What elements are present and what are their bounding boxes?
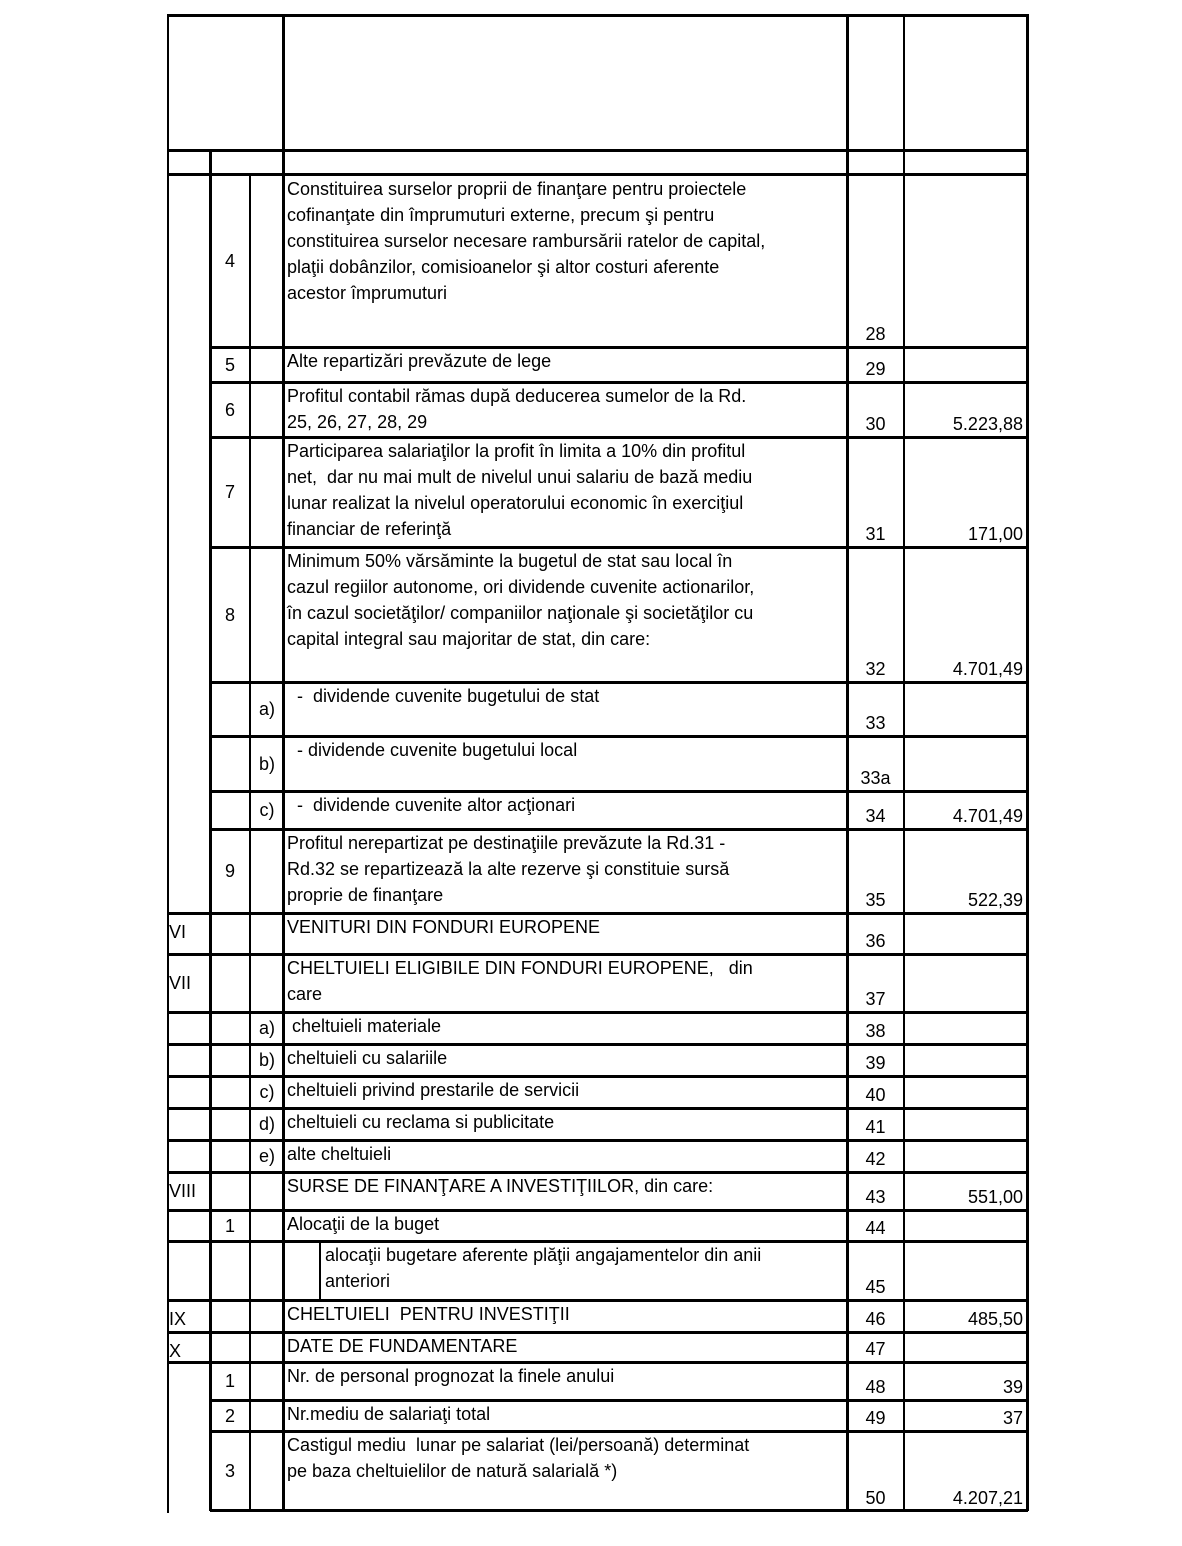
table-row xyxy=(167,829,1028,913)
divider xyxy=(167,1331,1028,1334)
table-row xyxy=(167,382,1028,437)
table-row xyxy=(167,1332,1028,1362)
row-number: 39 xyxy=(865,1053,886,1073)
divider xyxy=(209,151,212,1511)
description-line: Constituirea surselor proprii de finanţare pentru proiectele xyxy=(287,179,747,199)
proposal-value: 551,00 xyxy=(967,1187,1023,1207)
item-number: 5 xyxy=(224,354,235,375)
proposal-value xyxy=(904,175,1026,347)
subitem-letter xyxy=(251,382,283,437)
item-number xyxy=(210,736,250,791)
row-number: 33 xyxy=(865,713,886,733)
subitem-letter xyxy=(251,175,283,347)
subitem-letter: b) xyxy=(258,1050,275,1070)
section-numeral xyxy=(169,791,210,829)
item-number: 2 xyxy=(224,1405,235,1426)
description-line: Profitul nerepartizat pe destinaţiile prevăzute la Rd.31 - xyxy=(287,833,726,853)
indicator-description xyxy=(287,1400,843,1431)
section-numeral xyxy=(169,1210,210,1241)
subitem-letter xyxy=(251,1362,283,1400)
section-numeral xyxy=(169,1076,210,1108)
divider xyxy=(319,1242,321,1299)
divider xyxy=(167,912,1028,915)
header-nr-rd xyxy=(847,14,904,151)
section-numeral: VII xyxy=(169,973,192,993)
table-row xyxy=(167,1012,1028,1044)
subitem-letter: c) xyxy=(259,800,275,820)
row-number: 31 xyxy=(865,524,886,544)
description-line: SURSE DE FINANŢARE A INVESTIŢIILOR, din care: xyxy=(287,1176,714,1196)
divider xyxy=(210,346,1028,349)
divider xyxy=(210,735,1028,738)
item-number xyxy=(210,791,250,829)
indicator-description xyxy=(287,1172,843,1210)
section-numeral xyxy=(169,382,210,437)
row-number: 40 xyxy=(865,1085,886,1105)
subitem-letter xyxy=(251,1210,283,1241)
description-line: DATE DE FUNDAMENTARE xyxy=(287,1336,518,1356)
subitem-letter: c) xyxy=(259,1082,275,1102)
description-line: Profitul contabil rămas după deducerea sumelor de la Rd. xyxy=(287,386,747,406)
divider xyxy=(210,1509,1028,1512)
table-row xyxy=(167,1210,1028,1241)
indicator-description xyxy=(287,1300,843,1332)
proposal-value: 171,00 xyxy=(967,524,1023,544)
description-line: Alte repartizări prevăzute de lege xyxy=(287,351,552,371)
description-line: cheltuieli cu reclama si publicitate xyxy=(287,1112,555,1132)
section-numeral xyxy=(169,1108,210,1140)
divider xyxy=(282,14,285,1511)
row-number: 44 xyxy=(865,1218,886,1238)
table-row xyxy=(167,1140,1028,1172)
proposal-value xyxy=(904,682,1026,736)
description-line: anteriori xyxy=(325,1271,391,1291)
proposal-value: 4.701,49 xyxy=(952,806,1023,826)
description-line: VENITURI DIN FONDURI EUROPENE xyxy=(287,917,601,937)
row-number: 49 xyxy=(865,1408,886,1428)
subitem-letter xyxy=(251,829,283,913)
item-number: 1 xyxy=(224,1371,235,1391)
item-number xyxy=(210,1140,250,1172)
indicator-description xyxy=(287,1108,843,1140)
subitem-letter: d) xyxy=(258,1114,275,1134)
section-numeral xyxy=(169,682,210,736)
table-row xyxy=(167,1076,1028,1108)
subitem-letter xyxy=(251,913,283,954)
indicator-description xyxy=(287,547,843,682)
table-row xyxy=(167,347,1028,382)
indicator-description xyxy=(287,1012,843,1044)
indicator-description xyxy=(287,913,843,954)
row-number: 45 xyxy=(865,1277,886,1297)
indicator-description xyxy=(287,437,843,547)
divider xyxy=(210,681,1028,684)
proposal-value: 522,39 xyxy=(967,890,1023,910)
divider xyxy=(249,175,251,1511)
subitem-letter xyxy=(251,547,283,682)
subitem-letter: e) xyxy=(258,1146,275,1166)
indicator-description xyxy=(287,954,843,1012)
row-number: 34 xyxy=(865,806,886,826)
row-number: 36 xyxy=(865,931,886,951)
row-number: 35 xyxy=(865,890,886,910)
section-numeral xyxy=(169,1400,210,1431)
table-row xyxy=(167,1172,1028,1210)
indicator-description xyxy=(287,682,843,736)
proposal-value xyxy=(904,347,1026,382)
item-number xyxy=(210,1332,250,1362)
subitem-letter xyxy=(251,1332,283,1362)
section-numeral xyxy=(169,1140,210,1172)
colnum-2 xyxy=(283,151,847,175)
proposal-value xyxy=(904,1210,1026,1241)
description-line: constituirea surselor necesare rambursării ratelor de capital, xyxy=(287,231,766,251)
table-row xyxy=(167,175,1028,347)
description-line: Nr. de personal prognozat la finele anului xyxy=(287,1366,615,1386)
description-line: acestor împrumuturi xyxy=(287,283,448,303)
indicator-description xyxy=(287,736,843,791)
row-number: 32 xyxy=(865,659,886,679)
indicator-description xyxy=(287,1044,843,1076)
table-row xyxy=(167,1241,1028,1300)
section-numeral xyxy=(169,1044,210,1076)
description-line: proprie de finanţare xyxy=(287,885,444,905)
indicator-description xyxy=(287,791,843,829)
description-line: cazul regiilor autonome, ori dividende cuvenite actionarilor, xyxy=(287,577,755,597)
divider xyxy=(167,1361,1028,1364)
table-header xyxy=(167,14,1028,151)
indicator-description xyxy=(287,382,843,437)
item-number xyxy=(210,1300,250,1332)
description-line: Minimum 50% vărsăminte la bugetul de stat sau local în xyxy=(287,551,733,571)
table-row xyxy=(167,736,1028,791)
item-number xyxy=(210,954,250,1012)
divider xyxy=(167,14,169,1513)
indicator-description xyxy=(287,347,843,382)
subitem-letter xyxy=(251,437,283,547)
divider xyxy=(210,828,1028,831)
column-number-row xyxy=(167,151,1028,175)
proposal-value xyxy=(904,1044,1026,1076)
item-number xyxy=(210,1172,250,1210)
colnum-0 xyxy=(167,151,210,175)
divider xyxy=(167,1043,1028,1046)
indicator-description xyxy=(287,1140,843,1172)
indicator-description xyxy=(287,1431,843,1511)
item-number xyxy=(210,1012,250,1044)
header-indicatori xyxy=(283,14,847,151)
row-number: 38 xyxy=(865,1021,886,1041)
row-number: 47 xyxy=(865,1339,886,1359)
divider xyxy=(167,1107,1028,1110)
item-number xyxy=(210,682,250,736)
description-line: CHELTUIELI PENTRU INVESTIŢII xyxy=(287,1304,570,1324)
section-numeral xyxy=(169,175,210,347)
divider xyxy=(167,1240,1028,1243)
item-number: 9 xyxy=(224,861,235,881)
description-line: alocaţii bugetare aferente plăţii angajamentelor din anii xyxy=(325,1245,762,1265)
divider xyxy=(210,546,1028,549)
divider xyxy=(1026,14,1029,1511)
row-number: 48 xyxy=(865,1377,886,1397)
item-number xyxy=(210,1076,250,1108)
indicator-description xyxy=(287,1362,843,1400)
indicator-description xyxy=(287,1076,843,1108)
row-number: 50 xyxy=(865,1488,886,1508)
description-line: Nr.mediu de salariaţi total xyxy=(287,1404,491,1424)
item-number: 3 xyxy=(224,1461,235,1481)
divider xyxy=(167,1011,1028,1014)
table-row xyxy=(167,791,1028,829)
subitem-letter xyxy=(251,1172,283,1210)
divider xyxy=(846,14,849,1511)
table-row xyxy=(167,1044,1028,1076)
divider xyxy=(167,1075,1028,1078)
divider xyxy=(167,14,1028,17)
description-line: - dividende cuvenite bugetului local xyxy=(287,740,578,760)
proposal-value xyxy=(904,736,1026,791)
divider xyxy=(210,381,1028,384)
row-number: 46 xyxy=(865,1309,886,1329)
proposal-value xyxy=(904,1012,1026,1044)
row-number: 29 xyxy=(865,359,886,379)
description-line: Castigul mediu lunar pe salariat (lei/persoană) determinat xyxy=(287,1435,750,1455)
description-line: care xyxy=(287,984,323,1004)
divider xyxy=(167,173,1028,176)
table-row xyxy=(167,913,1028,954)
subitem-letter: b) xyxy=(258,753,275,774)
indicator-description xyxy=(287,1210,843,1241)
proposal-value: 39 xyxy=(1002,1377,1023,1397)
row-number: 37 xyxy=(865,989,886,1009)
header-propuneri xyxy=(904,14,1028,151)
item-number: 8 xyxy=(224,604,235,625)
section-numeral xyxy=(169,437,210,547)
table-row xyxy=(167,682,1028,736)
section-numeral xyxy=(169,547,210,682)
row-number: 41 xyxy=(865,1117,886,1137)
description-line: alte cheltuieli xyxy=(287,1144,392,1164)
proposal-value xyxy=(904,1076,1026,1108)
item-number: 1 xyxy=(224,1215,235,1236)
divider xyxy=(167,1139,1028,1142)
divider xyxy=(210,790,1028,793)
description-line: pe baza cheltuielilor de natură salarială *) xyxy=(287,1461,618,1481)
table-row xyxy=(167,1362,1028,1400)
section-numeral xyxy=(169,1431,210,1511)
proposal-value xyxy=(904,1332,1026,1362)
description-line: cheltuieli materiale xyxy=(287,1016,442,1036)
table-row xyxy=(167,1300,1028,1332)
colnum-4 xyxy=(904,151,1028,175)
divider xyxy=(167,149,1028,152)
section-numeral xyxy=(169,1012,210,1044)
subitem-letter xyxy=(251,954,283,1012)
description-line: în cazul societăţilor/ companiilor naţionale şi societăţilor cu xyxy=(287,603,754,623)
description-line: cofinanţate din împrumuturi externe, precum şi pentru xyxy=(287,205,715,225)
proposal-value: 4.701,49 xyxy=(952,659,1023,679)
description-line: - dividende cuvenite bugetului de stat xyxy=(287,686,600,706)
item-number xyxy=(210,913,250,954)
divider xyxy=(167,1209,1028,1212)
description-line: financiar de referinţă xyxy=(287,519,452,539)
section-numeral: X xyxy=(169,1341,182,1361)
description-line: Alocaţii de la buget xyxy=(287,1214,440,1234)
divider xyxy=(210,436,1028,439)
item-number xyxy=(210,1108,250,1140)
table-row xyxy=(167,437,1028,547)
row-number: 28 xyxy=(865,324,886,344)
table-row xyxy=(167,1108,1028,1140)
table-row xyxy=(167,954,1028,1012)
indicator-description xyxy=(287,1332,843,1362)
table-row xyxy=(167,547,1028,682)
description-line: capital integral sau majoritar de stat, din care: xyxy=(287,629,651,649)
divider xyxy=(167,1171,1028,1174)
description-line: cheltuieli cu salariile xyxy=(287,1048,448,1068)
subitem-letter: a) xyxy=(258,1018,275,1038)
item-number xyxy=(210,1241,250,1300)
proposal-value: 4.207,21 xyxy=(952,1488,1023,1508)
section-numeral xyxy=(169,1362,210,1400)
indicator-description xyxy=(325,1241,843,1300)
proposal-value xyxy=(904,1241,1026,1300)
description-line: cheltuieli privind prestarile de servicii xyxy=(287,1080,580,1100)
proposal-value xyxy=(904,1108,1026,1140)
section-numeral: VIII xyxy=(169,1181,197,1201)
row-number: 30 xyxy=(865,414,886,434)
proposal-value xyxy=(904,913,1026,954)
row-number: 42 xyxy=(865,1149,886,1169)
description-line: Rd.32 se repartizează la alte rezerve şi constituie sursă xyxy=(287,859,730,879)
subitem-letter xyxy=(251,1300,283,1332)
section-numeral: VI xyxy=(169,922,187,942)
subitem-letter xyxy=(251,1241,283,1300)
table-row xyxy=(167,1400,1028,1431)
proposal-value xyxy=(904,954,1026,1012)
divider xyxy=(903,14,905,1511)
proposal-value: 37 xyxy=(1002,1408,1023,1428)
section-numeral xyxy=(169,1241,210,1300)
row-number: 43 xyxy=(865,1187,886,1207)
item-number: 6 xyxy=(224,399,235,420)
proposal-value: 5.223,88 xyxy=(952,414,1023,434)
colnum-3 xyxy=(847,151,904,175)
colnum-1 xyxy=(210,151,283,175)
divider xyxy=(210,1430,1028,1433)
subitem-letter xyxy=(251,347,283,382)
description-line: net, dar nu mai mult de nivelul unui salariu de bază mediu xyxy=(287,467,753,487)
item-number: 4 xyxy=(224,251,235,271)
item-number xyxy=(210,1044,250,1076)
description-line: - dividende cuvenite altor acţionari xyxy=(287,795,576,815)
indicator-description xyxy=(287,175,843,347)
proposal-value: 485,50 xyxy=(967,1309,1023,1329)
divider xyxy=(210,1399,1028,1402)
description-line: CHELTUIELI ELIGIBILE DIN FONDURI EUROPENE, din xyxy=(287,958,753,978)
subitem-letter xyxy=(251,1431,283,1511)
section-numeral: IX xyxy=(169,1309,187,1329)
description-line: lunar realizat la nivelul operatorului economic în exerciţiul xyxy=(287,493,744,513)
divider xyxy=(167,953,1028,956)
item-number: 7 xyxy=(224,482,235,502)
section-numeral xyxy=(169,736,210,791)
description-line: 25, 26, 27, 28, 29 xyxy=(287,412,428,432)
section-numeral xyxy=(169,829,210,913)
section-numeral xyxy=(169,347,210,382)
indicator-description xyxy=(287,829,843,913)
description-line: plaţii dobânzilor, comisioanelor şi altor costuri aferente xyxy=(287,257,720,277)
proposal-value xyxy=(904,1140,1026,1172)
row-number: 33a xyxy=(860,768,891,788)
subitem-letter: a) xyxy=(258,699,275,719)
subitem-letter xyxy=(251,1400,283,1431)
table-row xyxy=(167,1431,1028,1511)
description-line: Participarea salariaţilor la profit în limita a 10% din profitul xyxy=(287,441,746,461)
divider xyxy=(167,1299,1028,1302)
